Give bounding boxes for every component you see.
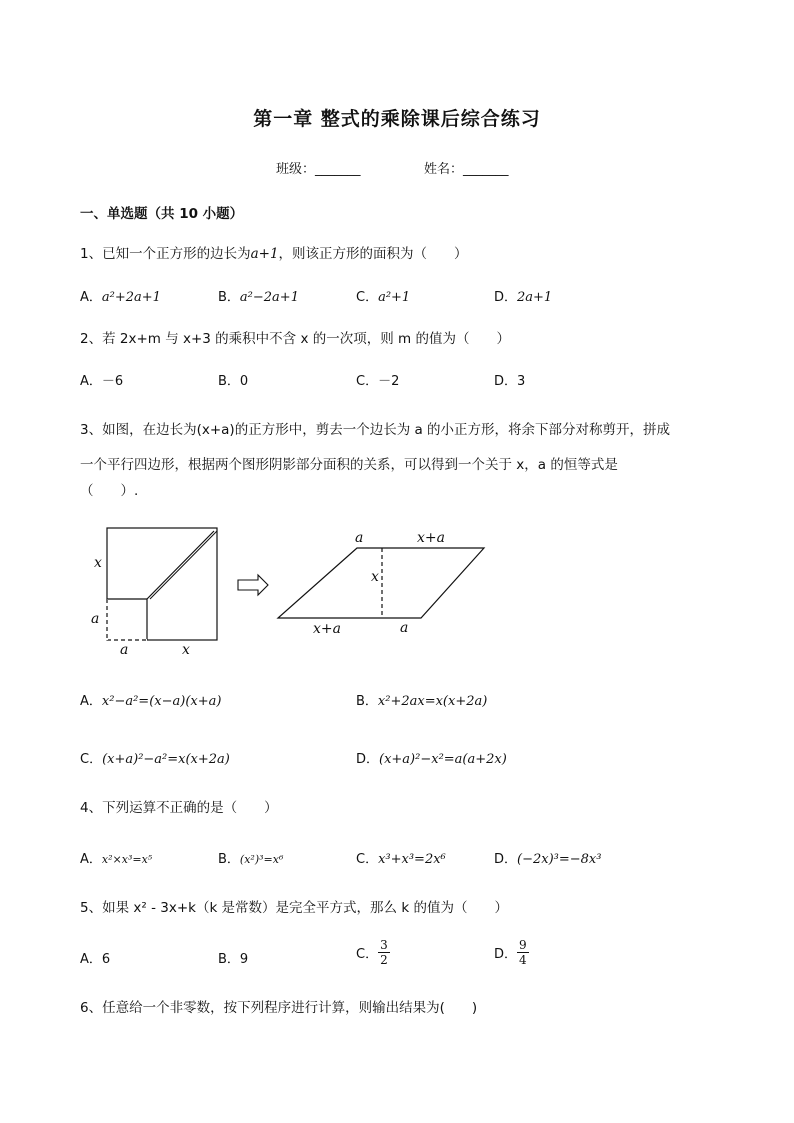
question-2: 2、若 2x+m 与 x+3 的乘积中不含 x 的一次项，则 m 的值为（ ）: [80, 331, 510, 347]
q2-option-a[interactable]: A．－6: [80, 374, 124, 389]
parallelogram: [278, 548, 484, 618]
fig-label-a-left: a: [91, 611, 100, 627]
q3-figure: [80, 515, 500, 660]
q3-option-a[interactable]: A．x²−a²=(x−a)(x+a): [80, 694, 222, 709]
q3-option-c[interactable]: C．(x+a)²−a²=x(x+2a): [80, 752, 230, 767]
question-3-line-1: 3、如图，在边长为(x+a)的正方形中，剪去一个边长为 a 的小正方形，将余下部分对称剪开，拼成: [80, 422, 671, 438]
q1-prefix: 1、已知一个正方形的边长为: [80, 246, 251, 262]
q4-option-a[interactable]: A．x²×x³=x⁵: [80, 852, 153, 867]
q5-option-c[interactable]: C． $\frac{3}{2}$: [356, 938, 388, 967]
fig-label-a-top: a: [355, 530, 364, 546]
fraction-9-4: $\frac{9}{4}$: [519, 938, 527, 967]
q5-option-a[interactable]: A．6: [80, 952, 111, 967]
class-field: 班级：_______: [276, 162, 361, 177]
arrow-right-icon: [238, 575, 268, 595]
q2-option-c[interactable]: C．－2: [356, 374, 400, 389]
question-1: [80, 242, 468, 262]
page-title: 第一章 整式的乘除课后综合练习: [253, 108, 541, 130]
q2-option-d[interactable]: D．3: [494, 374, 526, 389]
q1-option-d[interactable]: D．2a+1: [494, 290, 553, 305]
q3-option-d[interactable]: D．(x+a)²−x²=a(a+2x): [356, 752, 507, 767]
fig-label-x-mid: x: [371, 569, 379, 585]
q5-option-b[interactable]: B．9: [218, 952, 249, 967]
fig-label-a-right: a: [400, 620, 409, 636]
q1-expr: a+1: [250, 246, 279, 262]
name-field: 姓名：_______: [424, 162, 509, 177]
q3-option-b[interactable]: B．x²+2ax=x(x+2a): [356, 694, 488, 709]
q1-option-a[interactable]: A．a²+2a+1: [80, 290, 161, 305]
q5-option-d[interactable]: D． $\frac{9}{4}$: [494, 938, 527, 967]
section-heading: 一、单选题（共 10 小题）: [80, 206, 244, 222]
question-3-line-2: 一个平行四边形，根据两个图形阴影部分面积的关系，可以得到一个关于 x，a 的恒等式是: [80, 457, 618, 473]
q4-option-c[interactable]: C．x³+x³=2x⁶: [356, 852, 446, 867]
q1-suffix: ，则该正方形的面积为（ ）: [278, 246, 468, 262]
fig-label-x-bottom: x: [182, 642, 190, 658]
q4-option-d[interactable]: D．(−2x)³=−8x³: [494, 852, 602, 867]
diagonal-cut: [147, 531, 214, 599]
question-6: 6、任意给一个非零数，按下列程序进行计算，则输出结果为( ): [80, 1000, 478, 1016]
q4-option-b[interactable]: B．(x²)³=x⁶: [218, 852, 284, 867]
fraction-3-2: $\frac{3}{2}$: [380, 938, 388, 967]
q1-option-c[interactable]: C．a²+1: [356, 290, 411, 305]
fig-label-a-bottom: a: [120, 642, 129, 658]
question-3-line-3: （ ）.: [80, 483, 139, 499]
question-5: 5、如果 x² - 3x+k（k 是常数）是完全平方式，那么 k 的值为（ ）: [80, 900, 508, 916]
fig-label-x-left: x: [94, 555, 102, 571]
question-4: 4、下列运算不正确的是（ ）: [80, 800, 278, 816]
q1-option-b[interactable]: B．a²−2a+1: [218, 290, 299, 305]
fig-label-xa-bottom: x+a: [313, 621, 341, 637]
fig-label-xa-top: x+a: [417, 530, 445, 546]
q2-option-b[interactable]: B．0: [218, 374, 249, 389]
